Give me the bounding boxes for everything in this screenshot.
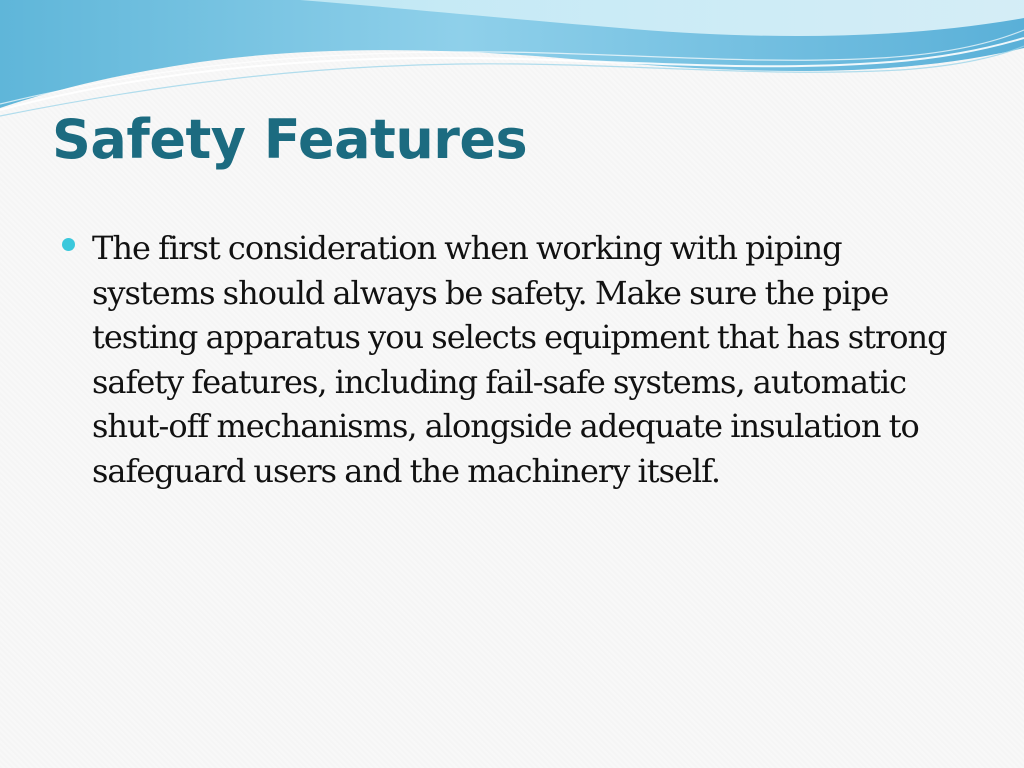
- bullet-icon: [62, 238, 75, 251]
- slide-title: Safety Features: [52, 108, 528, 171]
- bullet-text: The first consideration when working with piping systems should always be safety. Make sure the pipe testing apparatus you selects equipment that has strong safety features, including fail-safe systems, automatic shut-off mechanisms, alongside adequate insulation to safeguard users and the machinery itself.: [92, 229, 947, 490]
- bullet-item: [62, 226, 962, 493]
- wave-decoration: [0, 0, 1024, 120]
